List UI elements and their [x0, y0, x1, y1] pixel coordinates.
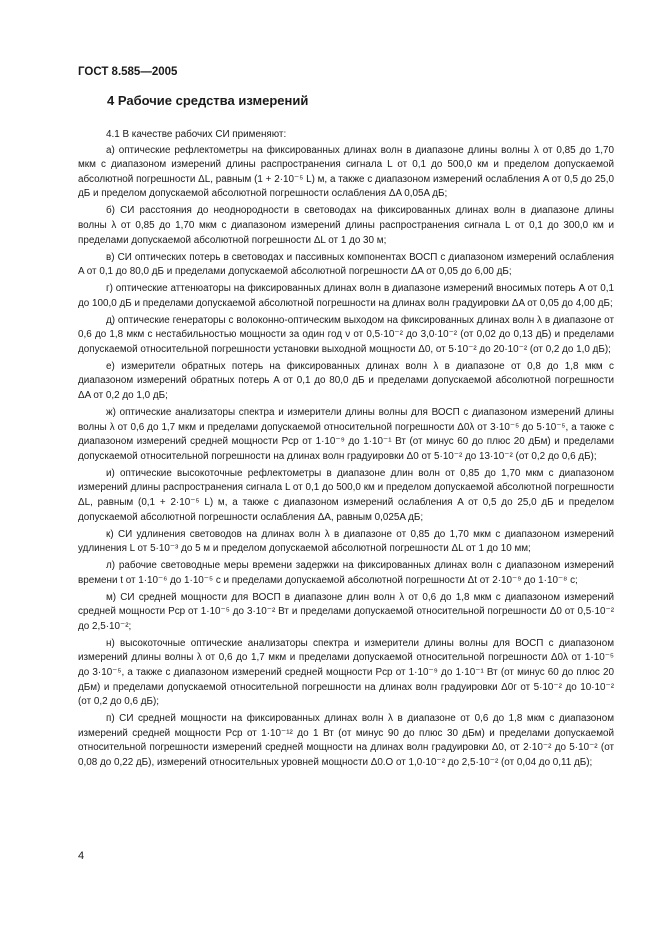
list-item: п) СИ средней мощности на фиксированных длинах волн λ в диапазоне от 0,6 до 1,8 мкм с диапазоном измерений средней мощности Pср от 1·10⁻¹² до 1 Вт (от минус 90 до плюс 30 дБм) и пределами допускаемой относительной погрешности измерений средней мощности на длинах волн градуировки Δ0, от 2·10⁻² до 5·10⁻² (от 0,08 до 0,22 дБ), измерений относительных уровней мощности Δ0.О от 1,0·10⁻² до 2,5·10⁻² (от 0,04 до 0,11 дБ); [78, 713, 614, 769]
page-number: 4 [78, 850, 85, 862]
intro-paragraph: 4.1 В качестве рабочих СИ применяют: [106, 129, 287, 140]
list-item: г) оптические аттенюаторы на фиксированных длинах волн в диапазоне измерений вносимых потерь A от 0,1 до 100,0 дБ и пределами допускаемой абсолютной погрешности на длинах волн градуировки ΔA от 0,05 до 4,00 дБ; [78, 283, 614, 309]
list-item: л) рабочие световодные меры времени задержки на фиксированных длинах волн с диапазоном измерений времени t от 1·10⁻⁶ до 1·10⁻⁵ с и пределами допускаемой абсолютной погрешности Δt от 2·10⁻⁹ до 1·10⁻⁸ с; [78, 560, 614, 586]
list-item: н) высокоточные оптические анализаторы спектра и измерители длины волны для ВОСП с диапазоном измерений длины волны λ от 0,6 до 1,7 мкм и пределами допускаемой относительной погрешности Δ0λ от 1·10⁻⁵ до 3·10⁻⁵, а также с диапазоном измерений средней мощности Pср от 1·10⁻⁹ до 1·10⁻¹ Вт (от минус 60 до плюс 20 дБм) и пределами допускаемой относительной погрешности на длинах волн градуировки Δ0г от 5·10⁻² до 10·10⁻² (от 0,2 до 0,6 дБ); [78, 637, 614, 708]
document-header: ГОСТ 8.585—2005 [78, 66, 178, 78]
list-item: и) оптические высокоточные рефлектометры в диапазоне длин волн от 0,85 до 1,70 мкм с диапазоном измерений длины распространения сигнала L от 0,1 до 500,0 км и пределом допускаемой абсолютной погрешности ΔL, равным (0,1 + 2·10⁻⁵ L) м, а также с диапазоном измерений ослабления A от 0,5 до 25,0 дБ и пределом допускаемой абсолютной погрешности ослабления ΔA, равным 0,025A дБ; [78, 467, 614, 523]
section-title: 4 Рабочие средства измерений [107, 93, 309, 108]
list-item: ж) оптические анализаторы спектра и измерители длины волны для ВОСП с диапазоном измерений длины волны λ от 0,6 до 1,7 мкм и пределами допускаемой относительной погрешности Δ0λ от 3·10⁻⁵ до 5·10⁻⁵, а также с диапазоном измерений средней мощности Pср от 1·10⁻⁹ до 1·10⁻¹ Вт (от минус 60 до плюс 20 дБм) и пределами допускаемой относительной погрешности на длинах волн градуировки Δ0 от 5·10⁻² до 13·10⁻² (от 0,2 до 0,6 дБ); [78, 407, 614, 462]
list-item: е) измерители обратных потерь на фиксированных длинах волн λ в диапазоне от 0,8 до 1,8 мкм с диапазоном измерений обратных потерь A от 0,1 до 80,0 дБ и пределами допускаемой абсолютной погрешности ΔA от 0,2 до 1,0 дБ; [78, 360, 614, 402]
body-text [78, 128, 614, 773]
list-item: в) СИ оптических потерь в световодах и пассивных компонентах ВОСП с диапазоном измерений ослабления A от 0,1 до 80,0 дБ и пределами допускаемой абсолютной погрешности ΔA от 0,05 до 6,00 дБ; [78, 251, 614, 278]
list-item: д) оптические генераторы с волоконно-оптическим выходом на фиксированных длинах волн λ в диапазоне от 0,6 до 1,8 мкм с нестабильностью мощности за один год ν от 0,5·10⁻² до 3,0·10⁻² (от 0,02 до 0,13 дБ) и пределами допускаемой относительной погрешности установки выходной мощности Δ0, от 5·10⁻² до 20·10⁻² (от 0,2 до 1,0 дБ); [78, 314, 614, 355]
list-item: к) СИ удлинения световодов на длинах волн λ в диапазоне от 0,85 до 1,70 мкм с диапазоном измерений удлинения L от 5·10⁻³ до 5 м и пределом допускаемой абсолютной погрешности ΔL от 1 до 10 мм; [78, 528, 614, 555]
list-item: б) СИ расстояния до неоднородности в световодах на фиксированных длинах волн в диапазоне длины волны λ от 0,85 до 1,70 мкм с диапазоном измерений длины распространения сигнала L от 0,1 до 300,0 км и пределами допускаемой абсолютной погрешности ΔL от 1 до 30 м; [78, 205, 614, 246]
list-item: м) СИ средней мощности для ВОСП в диапазоне длин волн λ от 0,6 до 1,8 мкм с диапазоном измерений средней мощности Pср от 1·10⁻⁵ до 3·10⁻² Вт и пределами допускаемой относительной погрешности Δ0 от 0,5·10⁻² до 2,5·10⁻²; [78, 591, 614, 632]
list-item: а) оптические рефлектометры на фиксированных длинах волн в диапазоне длины волны λ от 0,85 до 1,70 мкм с диапазоном измерений длины распространения сигнала L от 0,1 до 500,0 км и пределом допускаемой абсолютной погрешности ΔL, равным (1 + 2·10⁻⁵ L) м, а также с диапазоном измерений ослабления A от 0,5 до 25,0 дБ и пределом допускаемой абсолютной погрешности ослабления ΔA 0,05A дБ; [78, 144, 614, 200]
